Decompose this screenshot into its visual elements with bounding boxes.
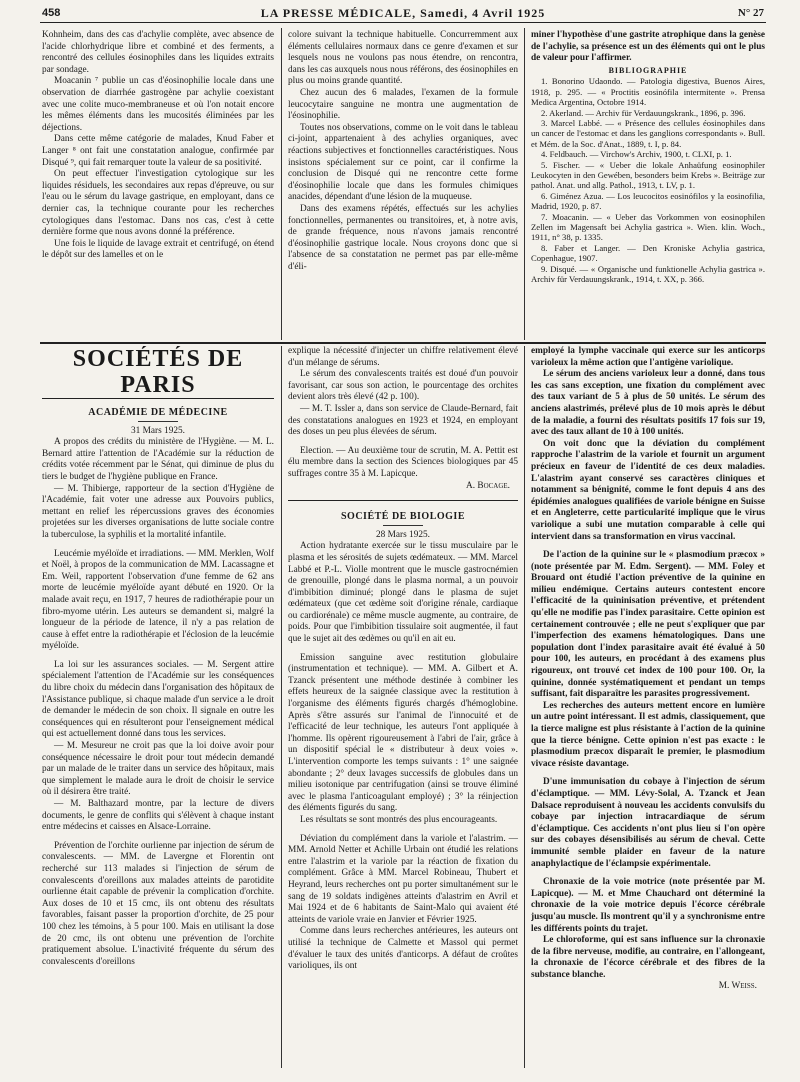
signature: M. Weiss. xyxy=(718,981,757,992)
paragraph: Chronaxie de la voie motrice (note présentée par M. Lapicque). — M. et Mme Chauchard ont déterminé la chronaxie de la voie motrice depuis l'écorce cérébrale jusqu'au muscle. Ils montrent qu'il y a synchronisme entre les différents points du trajet. xyxy=(531,877,765,934)
paragraph: Leucémie myéloïde et irradiations. — MM. Merklen, Wolf et Noël, à propos de la communication de MM. Lacassagne et Em. Weil, rapportent l'observation d'une femme de 62 ans morte de leucémie myéloïde ayant débuté en 1920. Or la malade avait reçu, en 1917, 7 heures de radiothérapie pour un fibro-myome utérin. Les auteurs se demandent si, malgré la longueur de la période de latence, il n'y a pas relation de cause à effet entre la radiothérapie et l'éclosion de la leucémie myéloïde. xyxy=(42,548,274,652)
paragraph: — M. Mesureur ne croit pas que la loi doive avoir pour conséquence nécessaire le droit pour tout médecin demandé par un malade de le traiter dans un service des hôpitaux, mais que simplement le malade aura le droit de choisir le service où il désirera être traité. xyxy=(42,741,274,798)
bibliography-entry: 9. Disqué. — « Organische und funktionelle Achylia gastrica ». Archiv für Verdauungskrank., 1914, t. XX, p. 366. xyxy=(531,263,765,285)
column-divider xyxy=(281,28,282,340)
bibliography-entry: 2. Akerland. — Archiv für Verdauungskrank., 1896, p. 396. xyxy=(541,107,746,118)
paragraph: Chez aucun des 6 malades, l'examen de la formule leucocytaire sanguine ne montra une augmentation de l'éosinophilie. xyxy=(288,87,518,122)
paragraph: Les recherches des auteurs mettent encore en lumière un autre point intéressant. Il est admis, classiquement, que la tierce maligne est plus résistante à l'action de la quinine que la tierce bénigne. Cette opinion n'est pas exacte : le plasmodium præcox disparaît le premier, le plasmodium vivace résiste davantage. xyxy=(531,700,765,769)
paragraph: colore suivant la technique habituelle. Concurremment aux éléments cellulaires normaux dans ce genre d'examen et sur lesquels nous ne voulons pas nous étendre, on rencontra, dans les cas auxquels nous nous référons, des éosinophiles en plus ou moins grande quantité. xyxy=(288,30,518,87)
bibliography-entry: 4. Feldbauch. — Virchow's Archiv, 1900, t. CLXI, p. 1. xyxy=(541,149,732,160)
societies-column-3 xyxy=(531,346,765,1068)
column-divider xyxy=(524,28,525,340)
paragraph: Une fois le liquide de lavage extrait et centrifugé, on étend le dépôt sur des lamelles et on le xyxy=(42,238,274,261)
paragraph: Toutes nos observations, comme on le voit dans le tableau ci-joint, appartenaient à des achylies organiques, avec réactions subjectives et fonctionnelles caractéristiques. Nous insistons spécialement sur ce point, car il confirme la conclusion de Disqué qui ne rencontre cette forme d'éosinophilie locale que dans les formules chimiques anacides, dépendant d'une lésion de la muqueuse. xyxy=(288,122,518,203)
paragraph: Dans cette même catégorie de malades, Knud Faber et Langer ⁸ ont fait une constatation analogue, confirmée par Disqué ⁹, qui fait remarquer toute la valeur de sa positivité. xyxy=(42,134,274,168)
paragraph: De l'action de la quinine sur le « plasmodium præcox » (note présentée par M. Edm. Sergent). — MM. Foley et Brouard ont étudié l'action préventive de la quinine en milieu endémique. Certains auteurs contestent encore l'efficacité de la quininisation préventive, et prétendent qu'elle ne modifie pas l'index parasitaire. Cette opinion est certainement controuvée ; elle ne peut s'expliquer que par l'imperfection des examens hématologiques. Dans une population dont l'index parasitaire avait été évalué à 50 pour 100, les auteurs, en procédant à des examens plus rigoureux, ont trouvé cet index de 100 pour 100. Or, la quinine, donnée systématiquement et pendant un temps suffisant, fait disparaître les parasites progressivement. xyxy=(531,550,765,700)
paragraph: — M. T. Issler a, dans son service de Claude-Bernard, fait des constatations analogues en 1923 et 1924, en employant des doses un peu plus élevées de sérum. xyxy=(288,403,518,438)
article-column-3 xyxy=(531,30,765,336)
biologie-title: SOCIÉTÉ DE BIOLOGIE xyxy=(341,511,465,523)
biologie-date: 28 Mars 1925. xyxy=(376,529,430,540)
title-underline xyxy=(138,421,178,422)
paragraph: Prévention de l'orchite ourlienne par injection de sérum de convalescents. — MM. de Lavergne et Florentin ont recherché sur 113 malades si l'injection de sérum de convalescents d'oreillons aux malades atteints de parotidite ourlienne était capable de prévenir la complication d'orchite. Aux doses de 10 et 15 cmc, ils ont obtenu des résultats favorables, faisant passer la proportion d'orchite, de 25 pour 100 chez les témoins, à 5 pour 100. Mais en utilisant la dose de 20 cmc, ils ont obtenu une prévention de l'orchite pratiquement absolue. L'inactivité fréquente du sérum des convalescents d'oreillons xyxy=(42,840,274,967)
running-header xyxy=(40,4,766,23)
paragraph: Le sérum des anciens varioleux leur a donné, dans tous les cas sans exception, une fixation du complément avec des taux variant de 5 à plus de 50 unités. Le sérum des anciens alastrimés, prélevé plus de 10 mois après le début de la maladie, a fourni des résultats positifs 17 fois sur 19, avec des taux allant de 10 à 100 unités. xyxy=(531,369,765,438)
academie-date: 31 Mars 1925. xyxy=(131,425,185,436)
bibliography-title: BIBLIOGRAPHIE xyxy=(608,65,688,75)
paragraph: D'une immunisation du cobaye à l'injection de sérum d'éclamptique. — MM. Lévy-Solal, A. Tzanck et Jean Dalsace reproduisent à nouveau les accidents convulsifs du cobaye par injection intracardiaque de sérum d'éclamptique. Ces accidents n'ont plus lieu si l'on opère sur des cobayes désensibilisés au sérum de cheval. Cette immunité semble plaider en faveur de la nature anaphylactique de l'éclampsie expérimentale. xyxy=(531,777,765,869)
societies-column-2 xyxy=(288,346,518,1068)
societies-column-1 xyxy=(42,346,274,1068)
column-divider xyxy=(281,346,282,1068)
column-divider xyxy=(524,346,525,1068)
bibliography xyxy=(531,76,765,284)
paragraph: Moacanin ⁷ publie un cas d'éosinophilie locale dans une observation de diarrhée gastrogène par achylie coexistant avec une colite muco-membraneuse et où l'on notait encore les mêmes éléments dans les mucosités éliminées par les déjections. xyxy=(42,76,274,133)
paragraph: Kohnheim, dans des cas d'achylie complète, avec absence de l'acide chlorhydrique libre et combiné et des ferments, a rencontré des cellules éosinophiles dans les liquides extraits par sondage. xyxy=(42,30,274,75)
paragraph: employé la lymphe vaccinale qui exerce sur les anticorps varioleux la même action que l'antigène variolique. xyxy=(531,346,765,368)
article-column-2 xyxy=(288,30,518,336)
paragraph: Comme dans leurs recherches antérieures, les auteurs ont utilisé la technique de Calmette et Massol qui permet d'évaluer le taux des unités d'anticorps. A défaut de croûtes varioliques, ils ont xyxy=(288,926,518,972)
signature: A. Bocage. xyxy=(466,480,510,491)
section-divider xyxy=(40,342,766,344)
paragraph: Action hydratante exercée sur le tissu musculaire par le plasma et les sérosités de sujets œdémateux. — MM. Marcel Labbé et P.-L. Violle montrent que le muscle gastrocnémien de grenouille, plongé dans le plasma normal, a un pouvoir d'imbibition diminué; plongé dans le plasma de sujet œdémateux (que cet œdème soit d'origine rénale, cardiaque ou cardiorénale) ce même muscle augmente, au contraire, de poids. Pour que l'imbibition tissulaire soit augmentée, il faut que le sujet ait des œdèmes ou qu'il en ait eu. xyxy=(288,541,518,645)
paragraph: A propos des crédits du ministère de l'Hygiène. — M. L. Bernard attire l'attention de l'Académie sur la réduction de crédits votée récemment par le Sénat, qui diminue de plus du tiers le budget de l'hygiène publique en France. xyxy=(42,437,274,482)
issue-number: N° 27 xyxy=(737,7,764,19)
paragraph: Election. — Au deuxième tour de scrutin, M. A. Pettit est élu membre dans la section des Sciences biologiques par 45 suffrages contre 35 à M. Lapicque. xyxy=(288,445,518,479)
page-number: 458 xyxy=(42,7,61,19)
bibliography-entry: 8. Faber et Langer. — Den Kroniske Achylia gastrica, Copenhague, 1907. xyxy=(531,242,765,264)
bibliography-entry: 5. Fischer. — « Ueber die lokale Anhaüfung eosinophiler Leukocyten in den Gewében, besonders beim Krebs ». Beiträge zur pathol. Anat. und allg. Pathol., 1913, t. LV, p. 1. xyxy=(531,159,765,191)
paragraph: La loi sur les assurances sociales. — M. Sergent attire spécialement l'attention de l'Académie sur les conséquences du libre choix du médecin dans l'organisation des hôpitaux de l'Assistance publique, si chaque malade d'un service a le droit de demander le médecin de son choix. Il signale en outre les conséquences qui en résulteront pour l'enseignement médical qui est actuellement donné dans tous les services. xyxy=(42,659,274,740)
title-underline xyxy=(383,525,423,526)
academie-title: ACADÉMIE DE MÉDECINE xyxy=(88,407,228,418)
paragraph: Les résultats se sont montrés des plus encourageants. xyxy=(300,814,498,825)
bibliography-entry: 7. Moacanin. — « Ueber das Vorkommen von eosinophilen Zellen im Magensaft bei Achylia gastrica ». Wien. klin. Woch., 1911, n° 38, p. 1335. xyxy=(531,211,765,243)
bibliography-entry: 1. Bonorino Udaondo. — Patologia digestiva, Buenos Aires, 1918, p. 295. — « Proctitis eosinófila intermitente ». Prensa Medica Argentina, Octobre 1914. xyxy=(531,76,765,108)
paragraph: explique la nécessité d'injecter un chiffre relativement élevé d'un mélange de sérums. xyxy=(288,346,518,368)
societies-title: SOCIÉTÉS DE PARIS xyxy=(72,346,244,398)
paragraph: Déviation du complément dans la variole et l'alastrim. — MM. Arnold Netter et Achille Urbain ont étudié les relations entre l'alastrim et la variole par la réaction de fixation du complément. Grâce à MM. Marcel Robineau, Thubert et Heyrand, leurs recherches ont pu porter simultanément sur le sang de 19 soldats indigènes atteints d'alastrim en Avril et Mai 1924 et de 6 habitants de Saint-Malo qui avaient été atteints de variole vraie en Janvier et Février 1925. xyxy=(288,833,518,925)
journal-title: LA PRESSE MÉDICALE, Samedi, 4 Avril 1925 xyxy=(260,6,546,20)
title-rule xyxy=(42,398,274,399)
paragraph: Le sérum des convalescents traités est doué d'un pouvoir favorisant, car sous son action, le pourcentage des orchites devient alors très élevé (42 p. 100). xyxy=(288,369,518,403)
paragraph: — M. Balthazard montre, par la lecture de divers documents, le genre de conflits qui s'élèvent à chaque instant entre médecins et caisses en Alsace-Lorraine. xyxy=(42,799,274,833)
paragraph: — M. Thibierge, rapporteur de la section d'Hygiène de l'Académie, fait voter une adresse aux Pouvoirs publics, mettant en relief les répercussions graves des économies projetées sur les diverses organisations de lutte sociale contre la tuberculose, la syphilis et la mortalité infantile. xyxy=(42,483,274,540)
paragraph: On voit donc que la déviation du complément rapproche l'alastrim de la variole et fournit un argument précieux en faveur de l'identité de ces deux maladies. L'alastrim ayant conservé ses caractères cliniques et notamment sa bénignité, comme le font depuis 4 ans des épidémies analogues qualifiées de variole bénigne en Suisse et en Angleterre, cette particularité implique que le virus variolique a subi une mutation comparable à celle qui intervient dans sa transformation en virus vaccinal. xyxy=(531,438,765,542)
paragraph: Dans des examens répétés, effectués sur les achylies fonctionnelles, permanentes ou transitoires, et, à notre avis, de grande fréquence, nous n'avons jamais rencontré d'éosinophilie gastrique locale. Nous croyons donc que si l'absence de sa constatation ne permet pas par elle-même d'éli- xyxy=(288,203,518,272)
bibliography-entry: 3. Marcel Labbé. — « Présence des cellules éosinophiles dans un cancer de l'estomac et dans les ganglions correspondants ». Bull. et Mém. de la Soc. d'Anat., 1889, t. I, p. 84. xyxy=(531,118,765,149)
paragraph: Emission sanguine avec restitution globulaire (instrumentation et technique). — MM. A. Gilbert et A. Tzanck présentent une méthode destinée à combiner les effets heureux de la saignée classique avec la restitution à l'organisme des éléments figurés chargés d'hémoglobine. Après s'être assurés sur l'animal de l'innocuité et de l'efficacité de leur technique, les auteurs l'ont appliquée à l'homme. Ils opèrent rigoureusement à l'abri de l'air, grâce à un dispositif spécial le « distributeur à deux voies ». L'intervention comporte les temps suivants : 1° une saignée abondante ; 2° deux lavages successifs de globules dans un milieu isotonique par centrifugation (ainsi se trouve éliminé avec le plasma l'anticoagulant employé) ; 3° la réinjection des éléments figurés du sang. xyxy=(288,652,518,814)
article-column-1 xyxy=(42,30,274,336)
paragraph: Le chloroforme, qui est sans influence sur la chronaxie de la fibre nerveuse, modifie, au contraire, en l'allongeant, la chronaxie de l'écorce cérébrale et des fibres de la substance blanche. xyxy=(531,935,765,980)
section-rule xyxy=(288,500,518,501)
paragraph: On peut effectuer l'investigation cytologique sur les liquides résiduels, les secondaires aux repas d'épreuve, ou sur l'eau ou le sérum du lavage gastrique, en employant, dans ce dernier cas, la technique courante pour les recherches cytologiques dans l'estomac. Dans nos cas, c'est à cette dernière forme que nous avons donné la préférence. xyxy=(42,169,274,238)
bibliography-entry: 6. Giménez Azua. — Los leucocitos eosinófilos y la eosinofilia, Madrid, 1920, p. 87. xyxy=(531,190,765,212)
paragraph: miner l'hypothèse d'une gastrite atrophique dans la genèse de l'achylie, sa présence est un des éléments qui ont le plus de valeur pour l'affirmer. xyxy=(531,30,765,64)
